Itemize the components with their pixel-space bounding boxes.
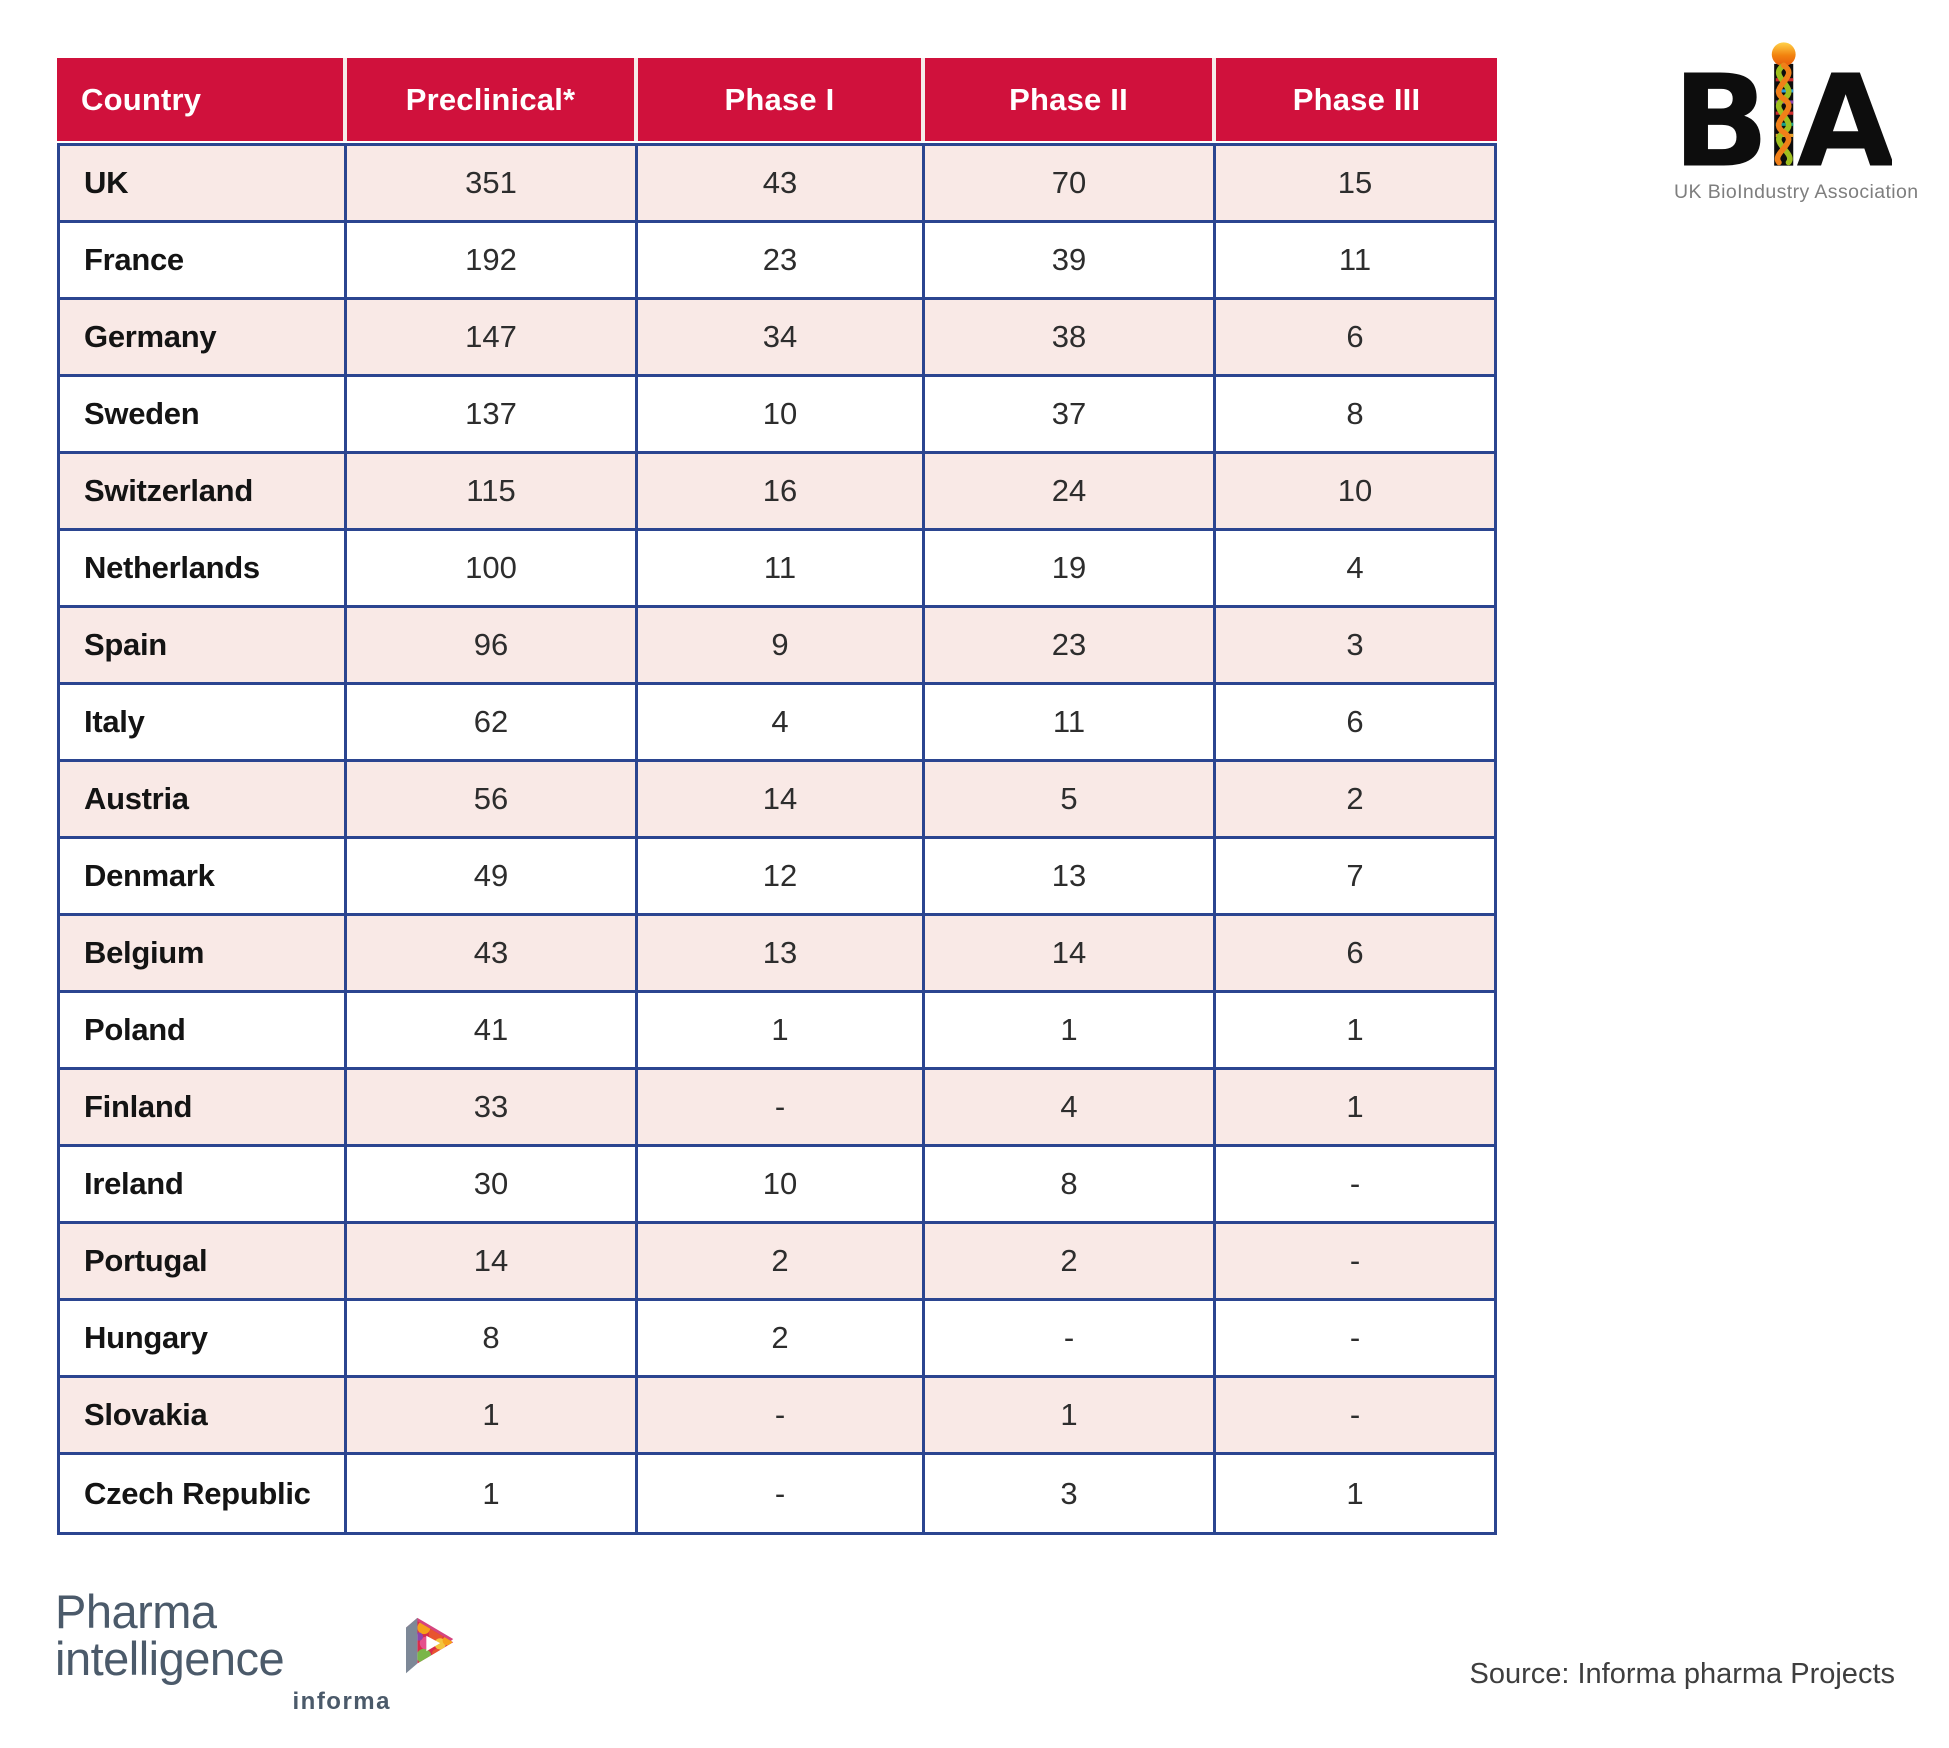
- country-cell: Poland: [60, 993, 347, 1067]
- table-body: [57, 143, 1497, 1535]
- table-row: [60, 1070, 1494, 1147]
- value-cell: 4: [1346, 550, 1364, 585]
- value-cell: 192: [347, 223, 638, 297]
- value-cell: 1: [347, 1455, 638, 1532]
- country-cell: Germany: [60, 300, 347, 374]
- country-cell: Denmark: [60, 839, 347, 913]
- value-cell: 12: [638, 839, 925, 913]
- table-row: [60, 685, 1494, 762]
- table-row: [60, 300, 1494, 377]
- country-cell: Portugal: [60, 1224, 347, 1298]
- table-row: [60, 531, 1494, 608]
- informa-logo-icon: [406, 1610, 455, 1686]
- bia-logo: [1674, 40, 1919, 204]
- value-cell: 1: [638, 993, 925, 1067]
- country-cell: France: [60, 223, 347, 297]
- value-cell: 2: [638, 1224, 925, 1298]
- value-cell: 351: [347, 146, 638, 220]
- value-cell: 11: [1338, 242, 1372, 277]
- value-cell: 37: [925, 377, 1216, 451]
- value-cell: 39: [925, 223, 1216, 297]
- value-cell: 100: [347, 531, 638, 605]
- value-cell: 41: [347, 993, 638, 1067]
- country-cell: UK: [60, 146, 347, 220]
- value-cell: -: [638, 1070, 925, 1144]
- table-row: [60, 1147, 1494, 1224]
- value-cell: 8: [1346, 396, 1364, 431]
- country-cell: Czech Republic: [60, 1455, 347, 1532]
- pipeline-table: [57, 58, 1497, 1535]
- value-cell: 137: [347, 377, 638, 451]
- column-header-phase-1: Phase I: [638, 58, 925, 141]
- value-cell: 16: [638, 454, 925, 528]
- value-cell: 43: [347, 916, 638, 990]
- pharma-intelligence-wordmark: Pharma intelligence: [55, 1585, 285, 1685]
- value-cell: 1: [925, 1378, 1216, 1452]
- table-row: [60, 377, 1494, 454]
- value-cell: 3: [925, 1455, 1216, 1532]
- value-cell: 13: [638, 916, 925, 990]
- table-row: [60, 223, 1494, 300]
- country-cell: Ireland: [60, 1147, 347, 1221]
- table-row: [60, 1455, 1494, 1532]
- value-cell: 4: [638, 685, 925, 759]
- value-cell: 11: [638, 531, 925, 605]
- country-cell: Spain: [60, 608, 347, 682]
- value-cell: 33: [347, 1070, 638, 1144]
- value-cell: 30: [347, 1147, 638, 1221]
- value-cell: 14: [638, 762, 925, 836]
- bia-logo-icon: [1677, 40, 1892, 172]
- value-cell: 1: [1346, 1012, 1364, 1047]
- value-cell: 2: [1346, 781, 1364, 816]
- country-cell: Slovakia: [60, 1378, 347, 1452]
- value-cell: 15: [1337, 165, 1373, 200]
- table-row: [60, 916, 1494, 993]
- value-cell: 147: [347, 300, 638, 374]
- value-cell: 70: [925, 146, 1216, 220]
- table-row: [60, 839, 1494, 916]
- value-cell: 62: [347, 685, 638, 759]
- value-cell: 11: [925, 685, 1216, 759]
- value-cell: 23: [638, 223, 925, 297]
- value-cell: 10: [638, 377, 925, 451]
- value-cell: 6: [1346, 935, 1364, 970]
- value-cell: 115: [347, 454, 638, 528]
- value-cell: 1: [925, 993, 1216, 1067]
- value-cell: -: [638, 1378, 925, 1452]
- value-cell: 4: [925, 1070, 1216, 1144]
- value-cell: 8: [925, 1147, 1216, 1221]
- bia-tagline: UK BioIndustry Association: [1674, 181, 1919, 203]
- informa-wordmark: informa: [292, 1688, 391, 1715]
- table-row: [60, 454, 1494, 531]
- value-cell: 23: [925, 608, 1216, 682]
- svg-text:B: B: [1676, 48, 1769, 172]
- country-cell: Sweden: [60, 377, 347, 451]
- svg-text:A: A: [1795, 48, 1892, 172]
- column-header-phase-2: Phase II: [925, 58, 1216, 141]
- value-cell: -: [638, 1455, 925, 1532]
- value-cell: 10: [1337, 473, 1373, 508]
- value-cell: 6: [1346, 704, 1364, 739]
- value-cell: 7: [1346, 858, 1364, 893]
- country-cell: Austria: [60, 762, 347, 836]
- value-cell: 3: [1346, 627, 1364, 662]
- value-cell: -: [1349, 1397, 1361, 1432]
- value-cell: 13: [925, 839, 1216, 913]
- value-cell: -: [1349, 1166, 1361, 1201]
- pharma-intelligence-logo: [55, 1585, 455, 1716]
- value-cell: 2: [638, 1301, 925, 1375]
- table-row: [60, 1378, 1494, 1455]
- value-cell: 5: [925, 762, 1216, 836]
- country-cell: Hungary: [60, 1301, 347, 1375]
- table-row: [60, 1301, 1494, 1378]
- table-row: [60, 146, 1494, 223]
- table-row: [60, 993, 1494, 1070]
- value-cell: 24: [925, 454, 1216, 528]
- country-cell: Italy: [60, 685, 347, 759]
- column-header-phase-3: Phase III: [1292, 81, 1421, 117]
- value-cell: 49: [347, 839, 638, 913]
- value-cell: 56: [347, 762, 638, 836]
- value-cell: 38: [925, 300, 1216, 374]
- table-header-row: [57, 58, 1497, 141]
- value-cell: 34: [638, 300, 925, 374]
- table-row: [60, 1224, 1494, 1301]
- value-cell: 6: [1346, 319, 1364, 354]
- value-cell: -: [1349, 1243, 1361, 1278]
- value-cell: 2: [925, 1224, 1216, 1298]
- value-cell: 1: [347, 1378, 638, 1452]
- country-cell: Finland: [60, 1070, 347, 1144]
- source-note: Source: Informa pharma Projects: [1469, 1658, 1895, 1690]
- value-cell: 14: [925, 916, 1216, 990]
- value-cell: 43: [638, 146, 925, 220]
- table-row: [60, 608, 1494, 685]
- value-cell: 19: [925, 531, 1216, 605]
- table-row: [60, 762, 1494, 839]
- value-cell: 96: [347, 608, 638, 682]
- country-cell: Belgium: [60, 916, 347, 990]
- value-cell: 1: [1346, 1475, 1364, 1511]
- value-cell: -: [925, 1301, 1216, 1375]
- value-cell: -: [1349, 1320, 1361, 1355]
- column-header-country: Country: [57, 58, 347, 141]
- value-cell: 14: [347, 1224, 638, 1298]
- value-cell: 8: [347, 1301, 638, 1375]
- value-cell: 9: [638, 608, 925, 682]
- value-cell: 10: [638, 1147, 925, 1221]
- country-cell: Netherlands: [60, 531, 347, 605]
- country-cell: Switzerland: [60, 454, 347, 528]
- value-cell: 1: [1346, 1089, 1364, 1124]
- column-header-preclinical: Preclinical*: [347, 58, 638, 141]
